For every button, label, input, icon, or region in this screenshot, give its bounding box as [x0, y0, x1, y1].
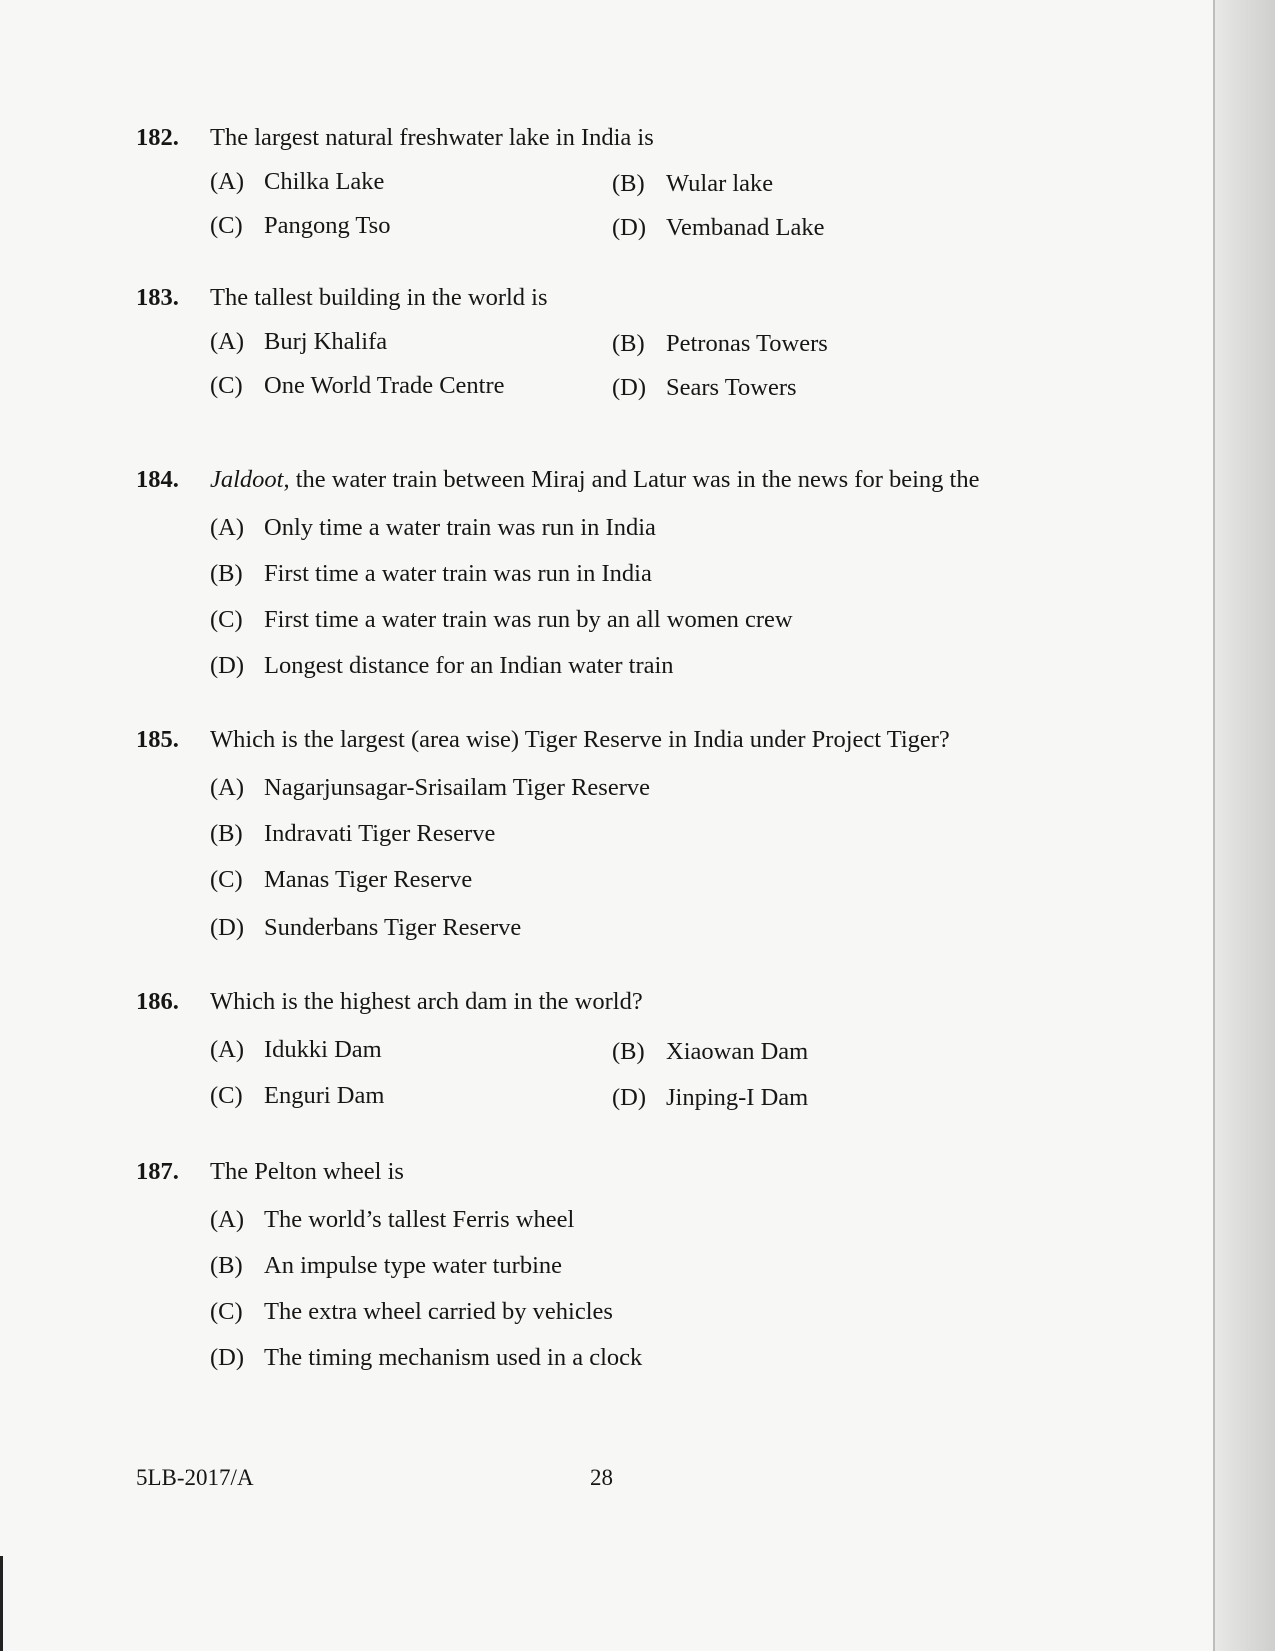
- option-b: (B) Wular lake: [612, 170, 774, 197]
- option-c: (C) First time a water train was run by an all women crew: [210, 606, 793, 633]
- question-text: The Pelton wheel is: [210, 1158, 404, 1185]
- question-text: Which is the highest arch dam in the world?: [210, 988, 643, 1015]
- question-number: 184.: [136, 466, 179, 493]
- option-c: (C) Pangong Tso: [210, 212, 391, 239]
- option-a: (A) Chilka Lake: [210, 168, 385, 195]
- option-d: (D) The timing mechanism used in a clock: [210, 1344, 643, 1371]
- option-a: (A) Idukki Dam: [210, 1036, 382, 1063]
- scan-edge-line: [1213, 0, 1215, 1651]
- option-d: (D) Sears Towers: [612, 374, 797, 401]
- option-b: (B) Petronas Towers: [612, 330, 828, 357]
- option-b: (B) Indravati Tiger Reserve: [210, 820, 496, 847]
- option-b: (B) An impulse type water turbine: [210, 1252, 563, 1279]
- question-text: The largest natural freshwater lake in India is: [210, 124, 654, 151]
- option-c: (C) The extra wheel carried by vehicles: [210, 1298, 613, 1325]
- question-number: 187.: [136, 1158, 179, 1185]
- option-b: (B) First time a water train was run in India: [210, 560, 652, 587]
- page-number: 28: [590, 1465, 613, 1490]
- question-number: 183.: [136, 284, 179, 311]
- option-d: (D) Longest distance for an Indian water train: [210, 652, 674, 679]
- question-number: 185.: [136, 726, 179, 753]
- option-b: (B) Xiaowan Dam: [612, 1038, 809, 1065]
- scan-left-mark: [0, 1556, 3, 1651]
- scan-right-edge: [1213, 0, 1275, 1651]
- option-a: (A) Only time a water train was run in India: [210, 514, 656, 541]
- question-number: 182.: [136, 124, 179, 151]
- option-a: (A) Burj Khalifa: [210, 328, 388, 355]
- question-text: Which is the largest (area wise) Tiger Reserve in India under Project Tiger?: [210, 726, 950, 753]
- question-text: The tallest building in the world is: [210, 284, 548, 311]
- option-c: (C) Enguri Dam: [210, 1082, 385, 1109]
- booklet-code: 5LB-2017/A: [136, 1465, 254, 1490]
- option-c: (C) One World Trade Centre: [210, 372, 505, 399]
- option-d: (D) Jinping-I Dam: [612, 1084, 809, 1111]
- option-d: (D) Sunderbans Tiger Reserve: [210, 914, 522, 941]
- question-number: 186.: [136, 988, 179, 1015]
- question-text: Jaldoot, the water train between Miraj and Latur was in the news for being the: [210, 466, 980, 493]
- option-a: (A) The world’s tallest Ferris wheel: [210, 1206, 575, 1233]
- option-a: (A) Nagarjunsagar-Srisailam Tiger Reserve: [210, 774, 650, 801]
- option-d: (D) Vembanad Lake: [612, 214, 825, 241]
- option-c: (C) Manas Tiger Reserve: [210, 866, 473, 893]
